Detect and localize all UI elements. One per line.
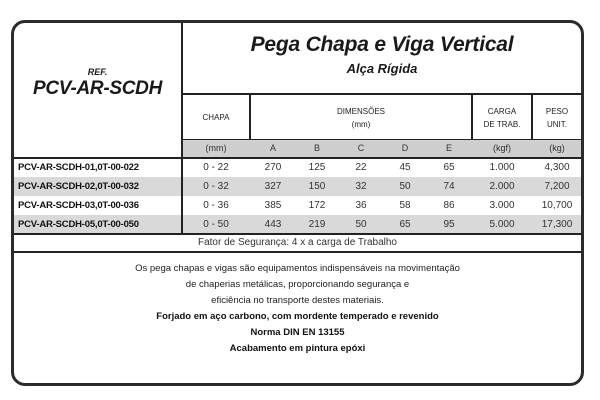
row-b: 125 xyxy=(308,162,326,173)
finish-spec: Acabamento em pintura epóxi xyxy=(229,343,366,354)
row-d: 50 xyxy=(399,181,411,192)
description-line: eficiência no transporte destes materiais. xyxy=(211,295,384,306)
row-code: PCV-AR-SCDH-01,0T-00-022 xyxy=(18,162,139,173)
table-row xyxy=(14,215,581,234)
unit-c: C xyxy=(357,143,365,153)
product-subtitle: Alça Rígida xyxy=(346,61,418,76)
header-carga-line1: CARGA xyxy=(487,106,517,116)
row-carga: 2.000 xyxy=(489,181,515,192)
ref-code: PCV-AR-SCDH xyxy=(33,78,162,99)
row-b: 219 xyxy=(308,219,326,230)
row-a: 385 xyxy=(264,200,282,211)
unit-peso: (kg) xyxy=(549,143,565,153)
header-chapa xyxy=(183,95,249,140)
row-a: 443 xyxy=(264,219,282,230)
header-peso xyxy=(533,95,581,140)
row-peso: 17,300 xyxy=(541,219,573,230)
row-a: 327 xyxy=(264,181,282,192)
row-d: 65 xyxy=(399,219,411,230)
unit-d: D xyxy=(401,143,409,153)
row-b: 172 xyxy=(308,200,326,211)
row-d: 45 xyxy=(399,162,411,173)
description-line: Os pega chapas e vigas são equipamentos indispensáveis na movimentação xyxy=(135,263,460,274)
row-b: 150 xyxy=(308,181,326,192)
product-title: Pega Chapa e Viga Vertical xyxy=(250,33,514,56)
product-spec-card xyxy=(11,20,584,386)
divider-dimensoes xyxy=(471,93,473,140)
product-description xyxy=(14,261,581,357)
row-c: 36 xyxy=(355,200,367,211)
row-c: 50 xyxy=(355,219,367,230)
table-row xyxy=(14,158,581,177)
header-chapa-label: CHAPA xyxy=(202,113,230,122)
description-line: de chaperias metálicas, proporcionando segurança e xyxy=(185,279,410,290)
row-d: 58 xyxy=(399,200,411,211)
row-e: 86 xyxy=(443,200,455,211)
units-row xyxy=(183,140,581,157)
header-carga-line2: DE TRAB. xyxy=(483,119,521,129)
unit-carga: (kgf) xyxy=(493,143,511,153)
standard-spec: Norma DIN EN 13155 xyxy=(250,327,345,338)
row-code: PCV-AR-SCDH-02,0T-00-032 xyxy=(18,181,139,192)
divider-carga xyxy=(531,93,533,140)
header-dimensoes-unit: (mm) xyxy=(351,119,371,129)
row-chapa: 0 - 32 xyxy=(203,181,229,192)
table-row xyxy=(14,177,581,196)
row-chapa: 0 - 50 xyxy=(203,219,229,230)
row-peso: 7,200 xyxy=(544,181,570,192)
ref-label: REF. xyxy=(87,67,108,77)
row-e: 65 xyxy=(443,162,455,173)
divider-ref-column xyxy=(181,23,183,234)
row-a: 270 xyxy=(264,162,282,173)
header-dimensoes xyxy=(251,95,471,140)
divider-note-bottom xyxy=(14,251,581,253)
divider-chapa xyxy=(249,93,251,140)
divider-title xyxy=(181,93,581,95)
header-carga xyxy=(473,95,531,140)
row-code: PCV-AR-SCDH-03,0T-00-036 xyxy=(18,200,139,211)
row-chapa: 0 - 36 xyxy=(203,200,229,211)
unit-e: E xyxy=(445,143,452,153)
table-row xyxy=(14,196,581,215)
row-carga: 3.000 xyxy=(489,200,515,211)
row-c: 22 xyxy=(355,162,367,173)
divider-units-top xyxy=(181,139,581,140)
header-dimensoes-label: DIMENSÕES xyxy=(336,106,385,116)
header-peso-line2: UNIT. xyxy=(547,119,567,129)
unit-b: B xyxy=(313,143,320,153)
unit-a: A xyxy=(269,143,276,153)
row-code: PCV-AR-SCDH-05,0T-00-050 xyxy=(18,219,139,230)
unit-chapa: (mm) xyxy=(205,143,227,153)
row-e: 74 xyxy=(443,181,455,192)
safety-note: Fator de Segurança: 4 x a carga de Trabalho xyxy=(197,237,397,248)
row-carga: 1.000 xyxy=(489,162,515,173)
header-peso-line1: PESO xyxy=(545,106,569,116)
row-peso: 4,300 xyxy=(544,162,570,173)
divider-data-bottom xyxy=(14,233,581,235)
row-c: 32 xyxy=(355,181,367,192)
divider-data-top xyxy=(14,157,581,159)
row-carga: 5.000 xyxy=(489,219,515,230)
material-spec: Forjado em aço carbono, com mordente temperado e revenido xyxy=(156,311,439,322)
row-chapa: 0 - 22 xyxy=(203,162,229,173)
row-peso: 10,700 xyxy=(541,200,573,211)
row-e: 95 xyxy=(443,219,455,230)
